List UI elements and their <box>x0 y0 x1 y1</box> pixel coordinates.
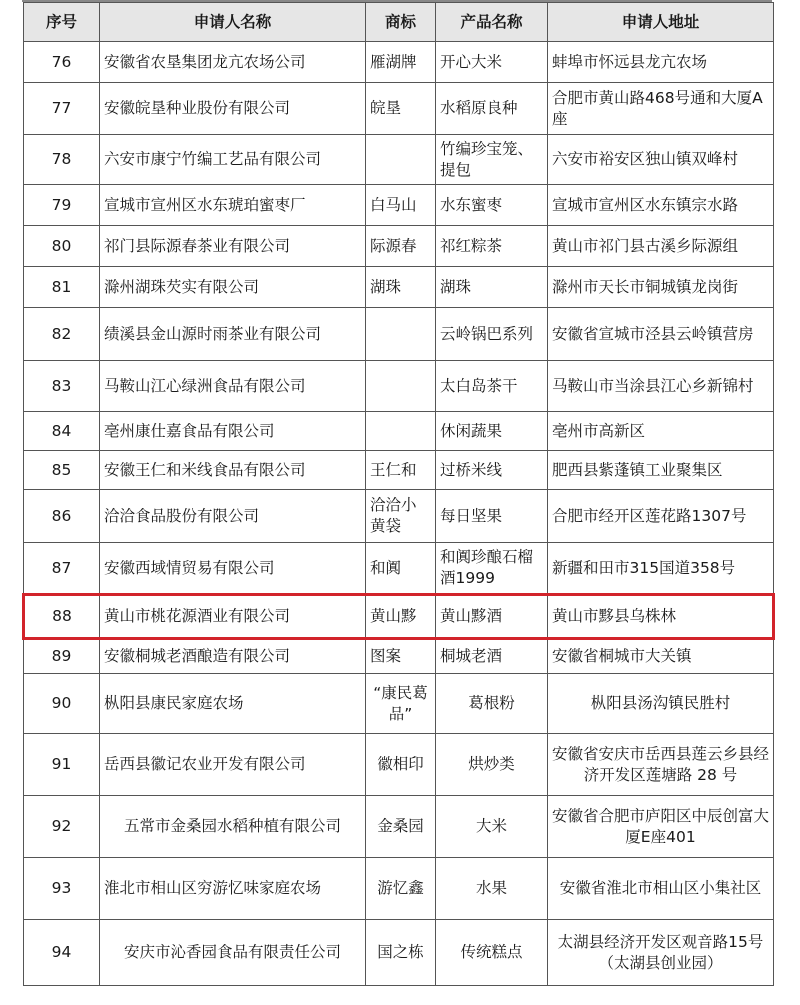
table-row <box>24 490 774 543</box>
table-row <box>24 42 774 83</box>
table-row <box>24 412 774 451</box>
table-row <box>24 796 774 858</box>
row-trademark: 白马山 <box>366 185 436 226</box>
table-row <box>24 226 774 267</box>
row-no: 91 <box>24 734 100 796</box>
row-product-name: 开心大米 <box>436 42 548 83</box>
row-no: 85 <box>24 451 100 490</box>
table-row <box>24 543 774 595</box>
row-address: 黄山市黟县乌株林 <box>548 595 774 639</box>
row-trademark: 王仁和 <box>366 451 436 490</box>
row-product-name: 湖珠 <box>436 267 548 308</box>
row-no: 84 <box>24 412 100 451</box>
row-no: 94 <box>24 920 100 986</box>
row-no: 83 <box>24 361 100 412</box>
row-trademark: 徽相印 <box>366 734 436 796</box>
row-applicant-name: 马鞍山江心绿洲食品有限公司 <box>100 361 366 412</box>
row-product-name: 云岭锅巴系列 <box>436 308 548 361</box>
row-trademark: 湖珠 <box>366 267 436 308</box>
row-no: 86 <box>24 490 100 543</box>
row-address: 蚌埠市怀远县龙亢农场 <box>548 42 774 83</box>
row-address: 合肥市经开区莲花路1307号 <box>548 490 774 543</box>
row-no: 76 <box>24 42 100 83</box>
row-no: 79 <box>24 185 100 226</box>
row-product-name: 水稻原良种 <box>436 83 548 135</box>
row-address: 安徽省宣城市泾县云岭镇营房 <box>548 308 774 361</box>
row-no: 88 <box>24 595 100 639</box>
row-no: 77 <box>24 83 100 135</box>
header-row <box>24 3 774 42</box>
row-product-name: 大米 <box>436 796 548 858</box>
row-applicant-name: 五常市金桑园水稻种植有限公司 <box>100 796 366 858</box>
row-trademark: 游忆鑫 <box>366 858 436 920</box>
row-address: 安徽省安庆市岳西县莲云乡县经济开发区莲塘路 28 号 <box>548 734 774 796</box>
row-address: 安徽省合肥市庐阳区中辰创富大厦E座401 <box>548 796 774 858</box>
row-trademark <box>366 308 436 361</box>
row-applicant-name: 宣城市宣州区水东琥珀蜜枣厂 <box>100 185 366 226</box>
row-product-name: 竹编珍宝笼、提包 <box>436 135 548 185</box>
row-applicant-name: 黄山市桃花源酒业有限公司 <box>100 595 366 639</box>
row-address: 滁州市天长市铜城镇龙岗街 <box>548 267 774 308</box>
row-address: 安徽省桐城市大关镇 <box>548 639 774 674</box>
row-trademark: 洽洽小黄袋 <box>366 490 436 543</box>
row-address: 六安市裕安区独山镇双峰村 <box>548 135 774 185</box>
row-trademark: 图案 <box>366 639 436 674</box>
row-trademark <box>366 361 436 412</box>
row-trademark: 金桑园 <box>366 796 436 858</box>
row-applicant-name: 淮北市相山区穷游忆味家庭农场 <box>100 858 366 920</box>
row-product-name: 传统糕点 <box>436 920 548 986</box>
row-applicant-name: 洽洽食品股份有限公司 <box>100 490 366 543</box>
row-applicant-name: 安徽桐城老酒酿造有限公司 <box>100 639 366 674</box>
row-address: 太湖县经济开发区观音路15号（太湖县创业园） <box>548 920 774 986</box>
row-trademark: 际源春 <box>366 226 436 267</box>
header-applicant-address: 申请人地址 <box>548 3 774 42</box>
row-product-name: 每日坚果 <box>436 490 548 543</box>
table-row <box>24 185 774 226</box>
row-trademark: 黄山黟 <box>366 595 436 639</box>
row-address: 宣城市宣州区水东镇宗水路 <box>548 185 774 226</box>
row-address: 合肥市黄山路468号通和大厦A座 <box>548 83 774 135</box>
header-trademark: 商标 <box>366 3 436 42</box>
row-address: 肥西县紫蓬镇工业聚集区 <box>548 451 774 490</box>
row-product-name: 黄山黟酒 <box>436 595 548 639</box>
table-row <box>24 858 774 920</box>
row-applicant-name: 祁门县际源春茶业有限公司 <box>100 226 366 267</box>
row-trademark: 和阗 <box>366 543 436 595</box>
row-address: 马鞍山市当涂县江心乡新锦村 <box>548 361 774 412</box>
row-product-name: 葛根粉 <box>436 674 548 734</box>
row-address: 安徽省淮北市相山区小集社区 <box>548 858 774 920</box>
row-no: 92 <box>24 796 100 858</box>
row-trademark: 皖垦 <box>366 83 436 135</box>
row-address: 黄山市祁门县古溪乡际源组 <box>548 226 774 267</box>
row-trademark: 雁湖牌 <box>366 42 436 83</box>
row-no: 87 <box>24 543 100 595</box>
row-product-name: 烘炒类 <box>436 734 548 796</box>
row-applicant-name: 绩溪县金山源时雨茶业有限公司 <box>100 308 366 361</box>
row-no: 89 <box>24 639 100 674</box>
table-row <box>24 639 774 674</box>
row-applicant-name: 亳州康仕嘉食品有限公司 <box>100 412 366 451</box>
table-row <box>24 920 774 986</box>
row-no: 81 <box>24 267 100 308</box>
row-product-name: 过桥米线 <box>436 451 548 490</box>
row-product-name: 太白岛茶干 <box>436 361 548 412</box>
row-no: 93 <box>24 858 100 920</box>
table-row <box>24 451 774 490</box>
row-product-name: 水果 <box>436 858 548 920</box>
row-applicant-name: 安徽王仁和米线食品有限公司 <box>100 451 366 490</box>
table-row <box>24 83 774 135</box>
row-address: 新疆和田市315国道358号 <box>548 543 774 595</box>
row-applicant-name: 安徽省农垦集团龙亢农场公司 <box>100 42 366 83</box>
table-row <box>24 734 774 796</box>
table-row <box>24 674 774 734</box>
row-applicant-name: 安徽西域情贸易有限公司 <box>100 543 366 595</box>
row-product-name: 和阗珍酿石榴酒1999 <box>436 543 548 595</box>
row-applicant-name: 枞阳县康民家庭农场 <box>100 674 366 734</box>
row-address: 亳州市高新区 <box>548 412 774 451</box>
table-row <box>24 308 774 361</box>
row-product-name: 祁红粽茶 <box>436 226 548 267</box>
row-no: 90 <box>24 674 100 734</box>
header-no: 序号 <box>24 3 100 42</box>
table-row <box>24 267 774 308</box>
row-applicant-name: 安徽皖垦种业股份有限公司 <box>100 83 366 135</box>
row-trademark <box>366 412 436 451</box>
row-address: 枞阳县汤沟镇民胜村 <box>548 674 774 734</box>
row-trademark <box>366 135 436 185</box>
row-product-name: 休闲蔬果 <box>436 412 548 451</box>
table-row <box>24 361 774 412</box>
row-applicant-name: 安庆市沁香园食品有限责任公司 <box>100 920 366 986</box>
row-trademark: “康民葛品” <box>366 674 436 734</box>
row-no: 78 <box>24 135 100 185</box>
row-applicant-name: 滁州湖珠芡实有限公司 <box>100 267 366 308</box>
row-no: 82 <box>24 308 100 361</box>
applicant-table <box>22 2 775 986</box>
row-applicant-name: 六安市康宁竹编工艺品有限公司 <box>100 135 366 185</box>
row-applicant-name: 岳西县徽记农业开发有限公司 <box>100 734 366 796</box>
table-row <box>24 135 774 185</box>
highlighted-row <box>24 595 774 639</box>
header-applicant-name: 申请人名称 <box>100 3 366 42</box>
row-no: 80 <box>24 226 100 267</box>
header-product-name: 产品名称 <box>436 3 548 42</box>
row-trademark: 国之栋 <box>366 920 436 986</box>
row-product-name: 桐城老酒 <box>436 639 548 674</box>
row-product-name: 水东蜜枣 <box>436 185 548 226</box>
